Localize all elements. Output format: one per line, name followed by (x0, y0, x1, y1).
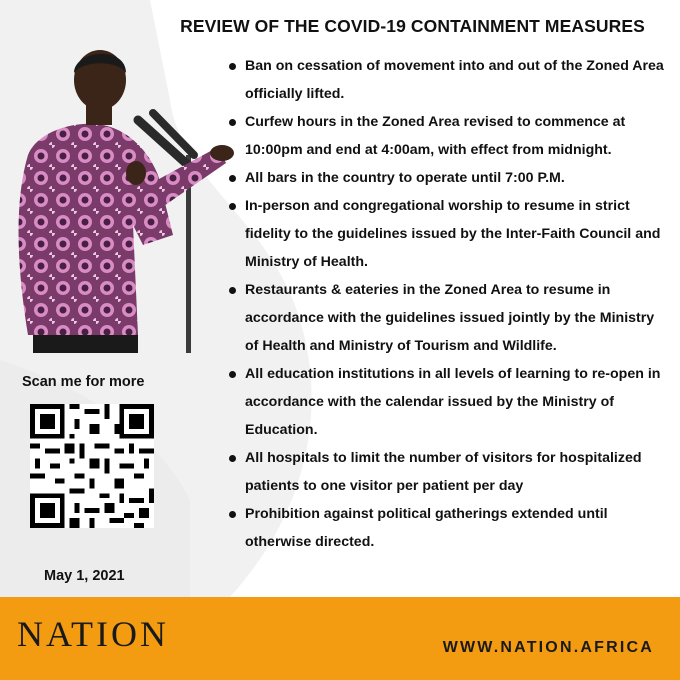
list-item: In-person and congregational worship to resume in strict fidelity to the guidelines issued by the Inter-Faith Council and Ministry of Health. (226, 192, 671, 276)
website-link[interactable]: WWW.NATION.AFRICA (442, 639, 654, 656)
list-item: All bars in the country to operate until 7:00 P.M. (226, 164, 671, 192)
list-item: All hospitals to limit the number of visitors for hospitalized patients to one visitor per patient per day (226, 444, 671, 500)
measures-list (226, 52, 671, 556)
nation-logo: NATION (17, 614, 169, 654)
speaker-photo (8, 35, 238, 353)
list-item: All education institutions in all levels of learning to re-open in accordance with the calendar issued by the Ministry of Education. (226, 360, 671, 444)
qr-code[interactable] (30, 404, 154, 528)
scan-label: Scan me for more (22, 374, 145, 390)
list-item: Prohibition against political gatherings extended until otherwise directed. (226, 500, 671, 556)
list-item: Restaurants & eateries in the Zoned Area to resume in accordance with the guidelines issued jointly by the Ministry of Health and Ministry of Tourism and Wildlife. (226, 276, 671, 360)
page-title: REVIEW OF THE COVID-19 CONTAINMENT MEASURES (180, 16, 645, 36)
list-item: Curfew hours in the Zoned Area revised to commence at 10:00pm and end at 4:00am, with effect from midnight. (226, 108, 671, 164)
list-item: Ban on cessation of movement into and out of the Zoned Area officially lifted. (226, 52, 671, 108)
footer-bar (0, 597, 680, 680)
date-label: May 1, 2021 (44, 568, 125, 584)
